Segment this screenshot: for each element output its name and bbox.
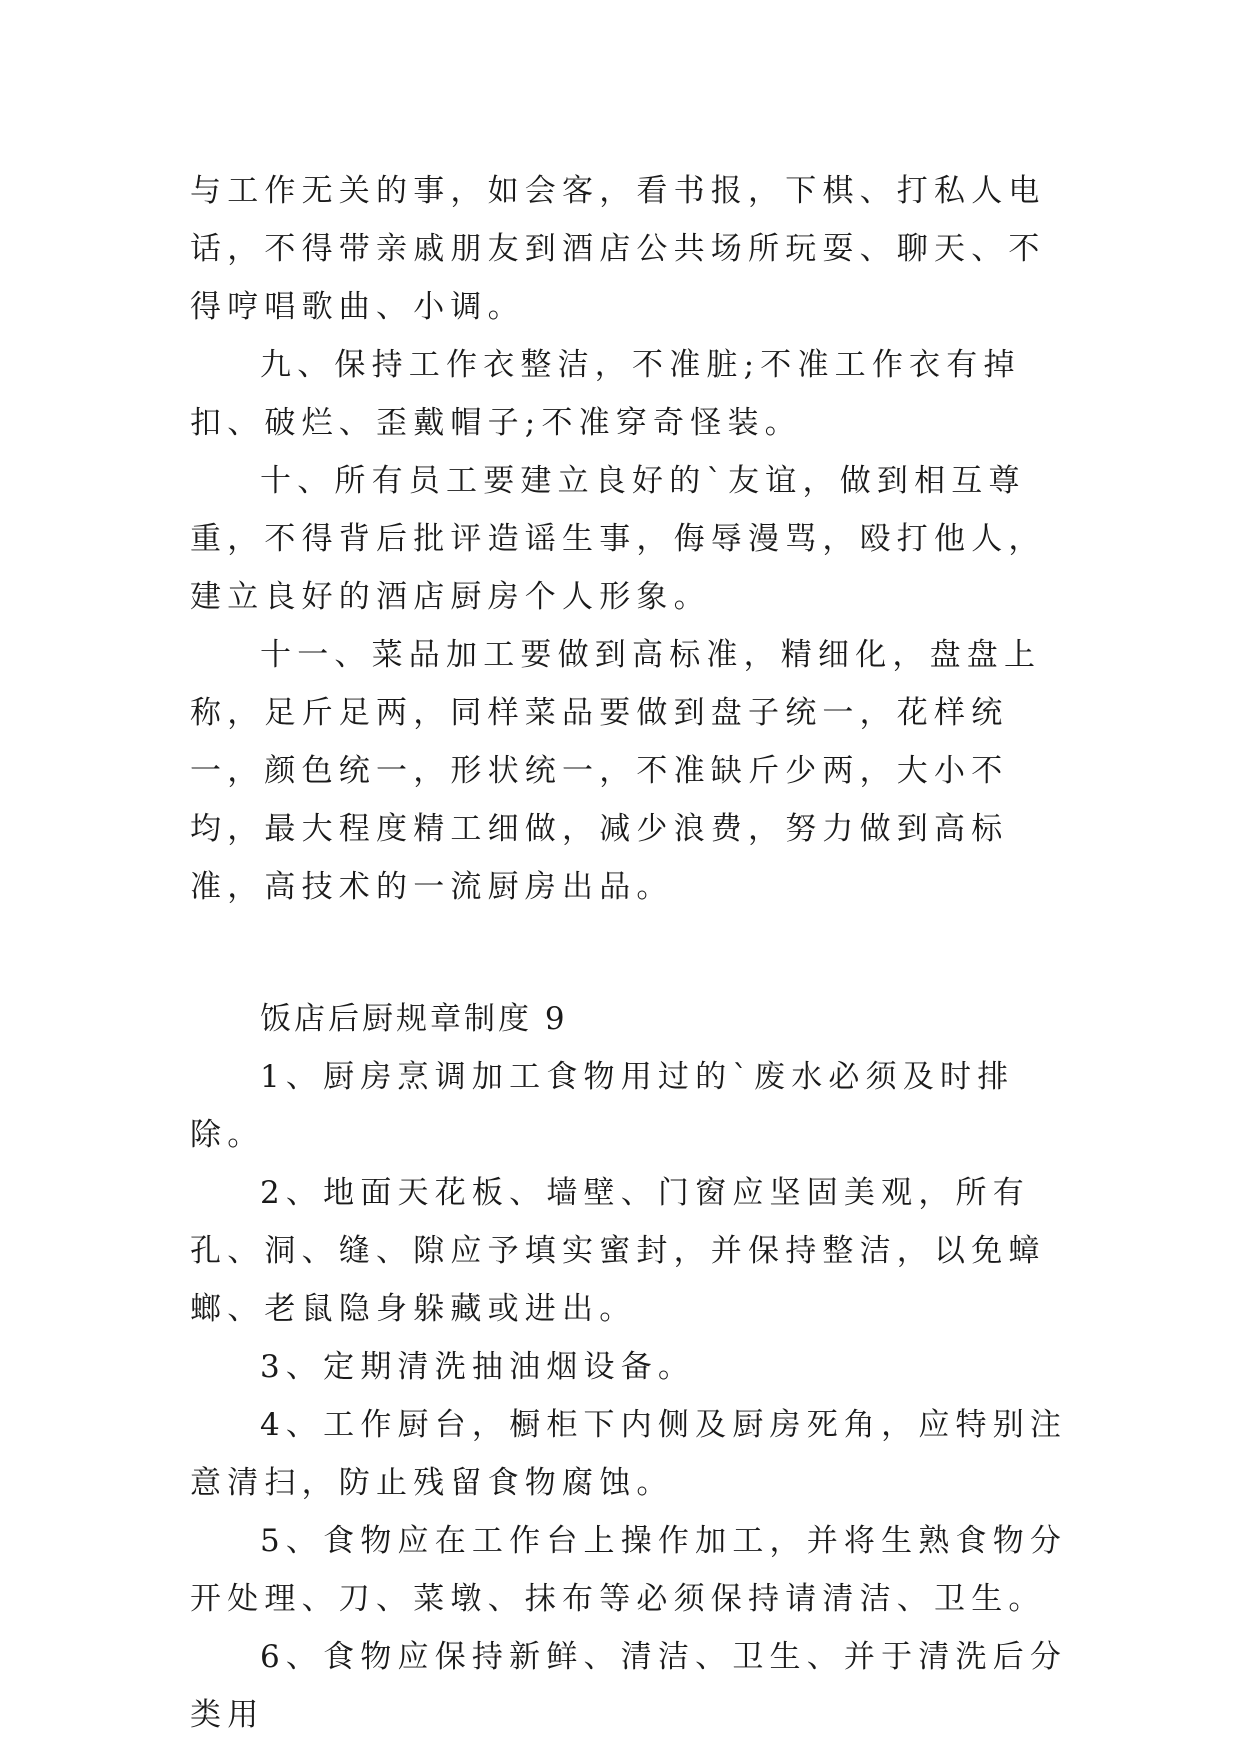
- list-item-6: 6、食物应保持新鲜、清洁、卫生、并于清洗后分类用: [190, 1639, 1068, 1733]
- paragraph-rule-nine: 九、保持工作衣整洁，不准脏;不准工作衣有掉扣、破烂、歪戴帽子;不准穿奇怪装。: [190, 347, 1021, 441]
- list-item-2: 2、地面天花板、墙壁、门窗应坚固美观，所有孔、洞、缝、隙应予填实蜜封，并保持整洁，以免蟑螂、老鼠隐身躲藏或进出。: [190, 1175, 1046, 1327]
- paragraph-rule-ten: 十、所有员工要建立良好的`友谊，做到相互尊重，不得背后批评造谣生事，侮辱漫骂，殴打他人，建立良好的酒店厨房个人形象。: [190, 463, 1046, 615]
- list-item-5: 5、食物应在工作台上操作加工，并将生熟食物分开处理、刀、菜墩、抹布等必须保持请清洁、卫生。: [190, 1523, 1068, 1617]
- list-item-3: 3、定期清洗抽油烟设备。: [260, 1349, 696, 1385]
- section-heading: 饭店后厨规章制度 9: [260, 1001, 568, 1037]
- paragraph-rule-eleven: 十一、菜品加工要做到高标准，精细化，盘盘上称，足斤足两，同样菜品要做到盘子统一，花样统一，颜色统一，形状统一，不准缺斤少两，大小不均，最大程度精工细做，减少浪费，努力做到高标准，高技术的一流厨房出品。: [190, 637, 1042, 905]
- paragraph-continuation: 与工作无关的事，如会客，看书报，下棋、打私人电话，不得带亲戚朋友到酒店公共场所玩耍、聊天、不得哼唱歌曲、小调。: [190, 173, 1046, 325]
- section-spacer: [190, 916, 1070, 990]
- document-body: [190, 162, 1070, 1744]
- list-item-4: 4、工作厨台，橱柜下内侧及厨房死角，应特别注意清扫，防止残留食物腐蚀。: [190, 1407, 1068, 1501]
- list-item-1: 1、厨房烹调加工食物用过的`废水必须及时排除。: [190, 1059, 1015, 1153]
